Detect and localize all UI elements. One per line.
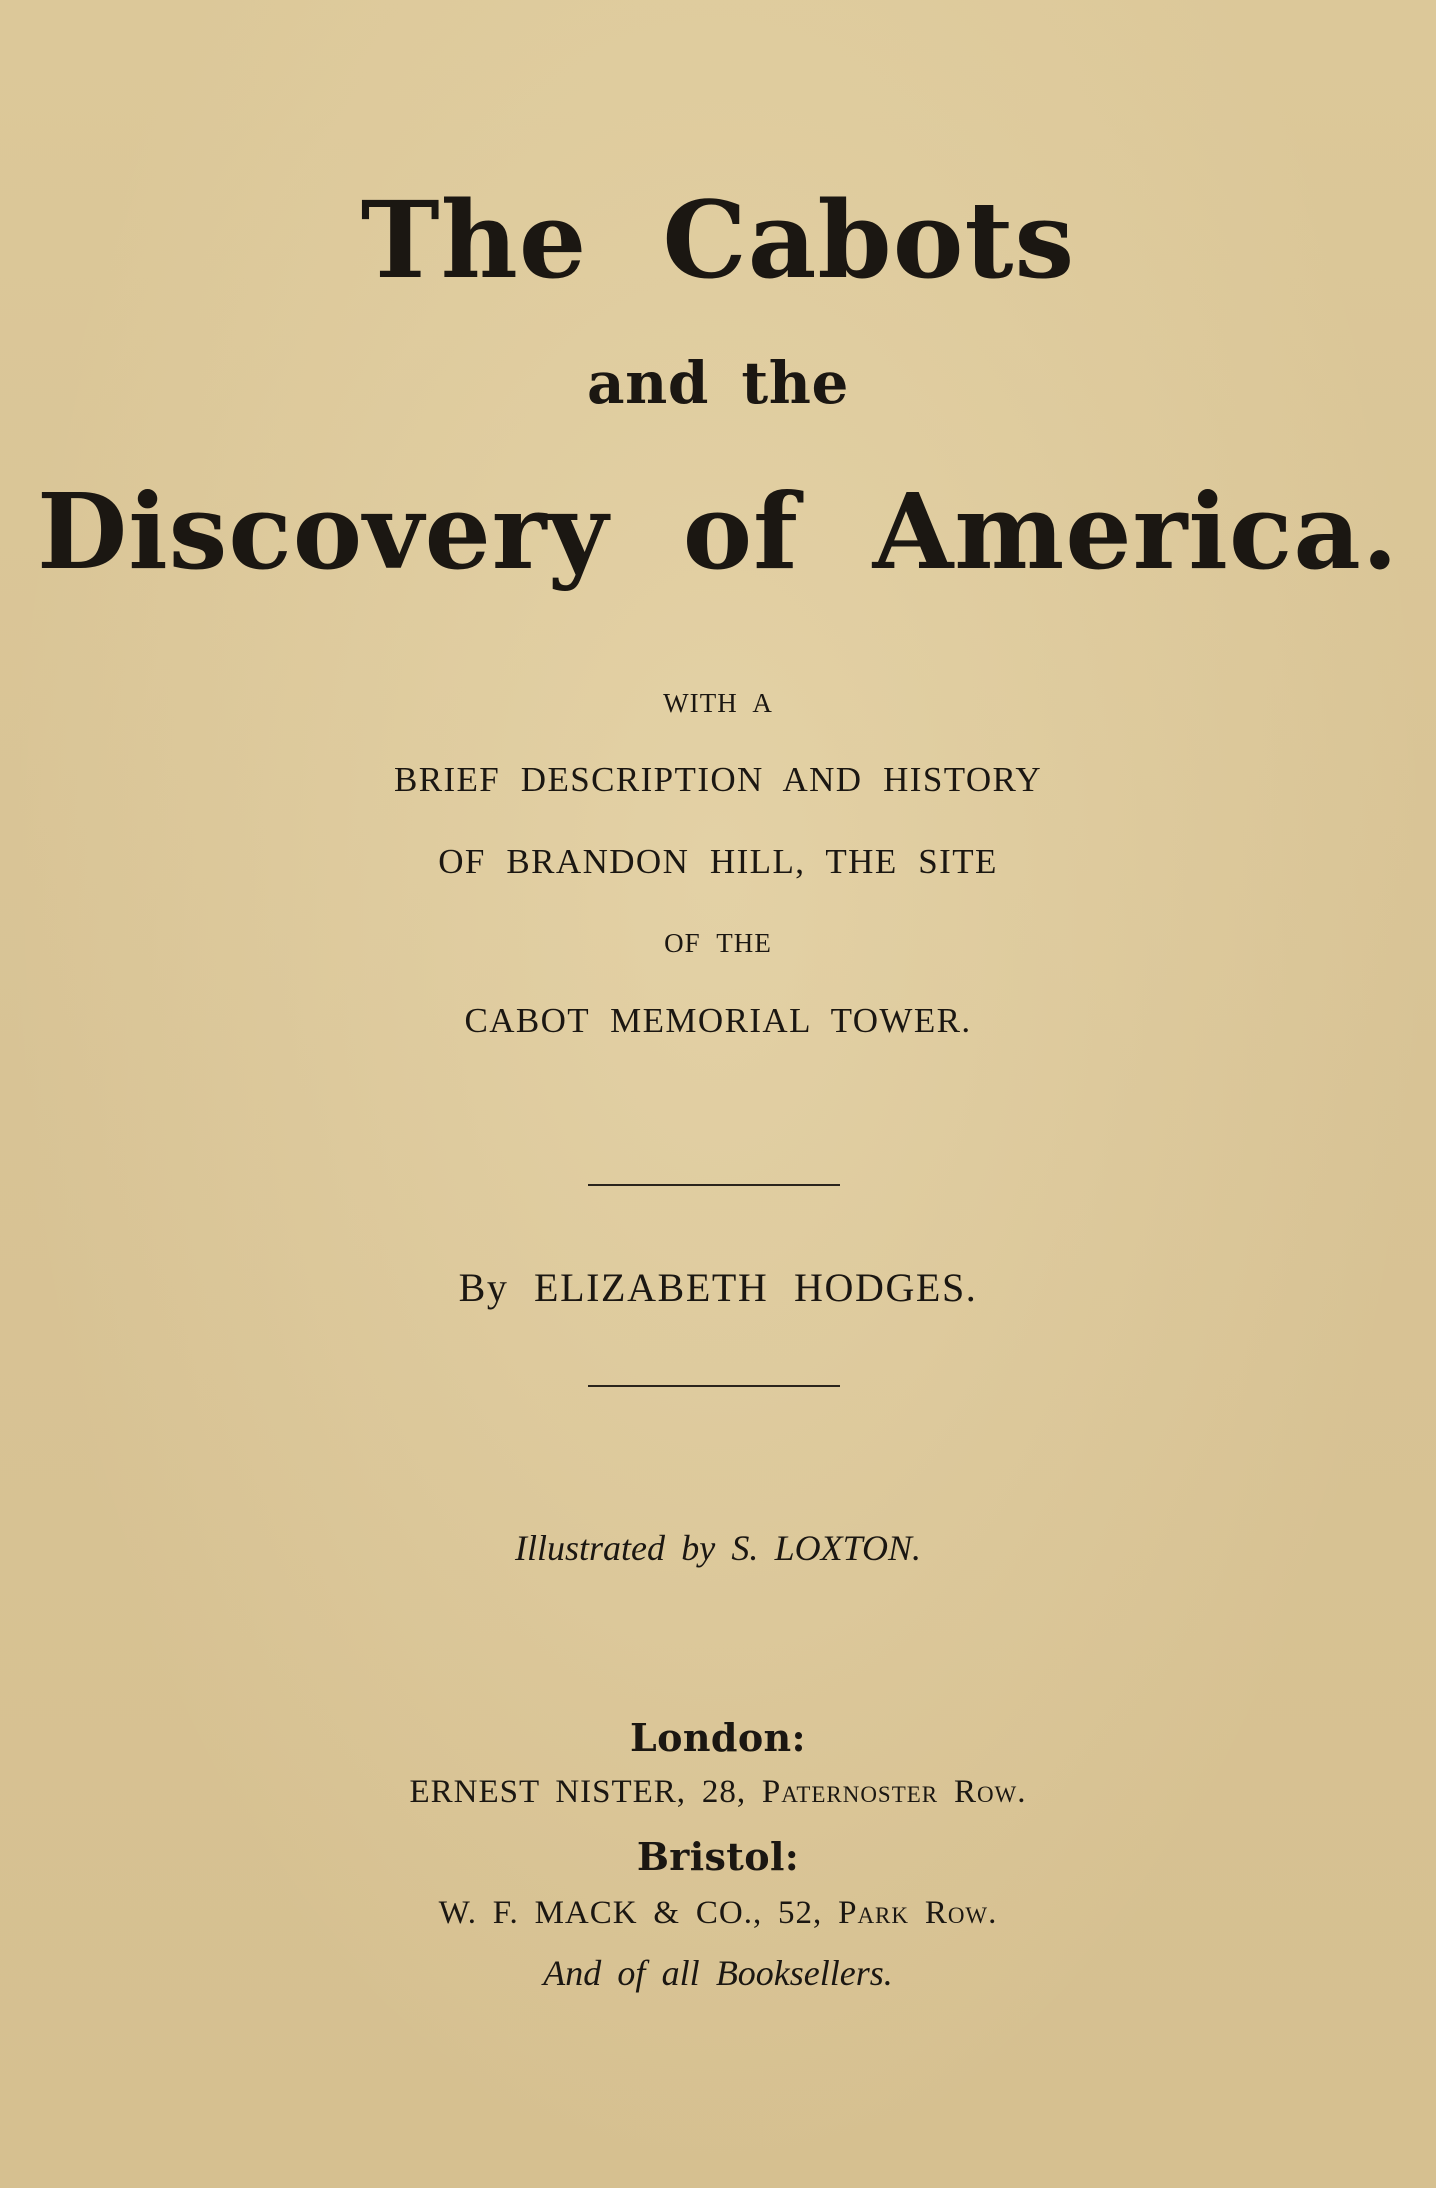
book-title-line-3: Discovery of America. bbox=[36, 470, 1400, 593]
subtitle-line-1: WITH A bbox=[663, 688, 773, 718]
imprint-bristol-label: Bristol: bbox=[636, 1834, 800, 1879]
imprint-bristol-publisher bbox=[0, 1891, 1436, 1935]
subtitle-line-4: OF THE bbox=[664, 928, 772, 958]
imprint-bristol-publisher-main: W. F. MACK & CO., 52, bbox=[438, 1895, 823, 1931]
divider-rule-bottom bbox=[588, 1385, 840, 1387]
imprint-bristol-publisher-street: Park Row. bbox=[838, 1895, 998, 1931]
imprint-london-publisher bbox=[0, 1770, 1436, 1814]
book-title-line-2: and the bbox=[586, 349, 850, 417]
imprint-london-publisher-main: ERNEST NISTER, 28, bbox=[409, 1774, 747, 1810]
author-line: By ELIZABETH HODGES. bbox=[458, 1265, 978, 1310]
subtitle-line-5: CABOT MEMORIAL TOWER. bbox=[464, 1001, 972, 1040]
subtitle-line-2: BRIEF DESCRIPTION AND HISTORY bbox=[393, 760, 1043, 799]
illustrator-line: Illustrated by S. LOXTON. bbox=[515, 1528, 921, 1568]
imprint-london-label: London: bbox=[630, 1715, 806, 1760]
book-title-line-1: The Cabots bbox=[360, 177, 1076, 302]
imprint-london-publisher-street: Paternoster Row. bbox=[761, 1774, 1027, 1810]
subtitle-line-3: OF BRANDON HILL, THE SITE bbox=[438, 842, 998, 881]
divider-rule-top bbox=[588, 1184, 840, 1186]
imprint-booksellers: And of all Booksellers. bbox=[543, 1953, 893, 1993]
